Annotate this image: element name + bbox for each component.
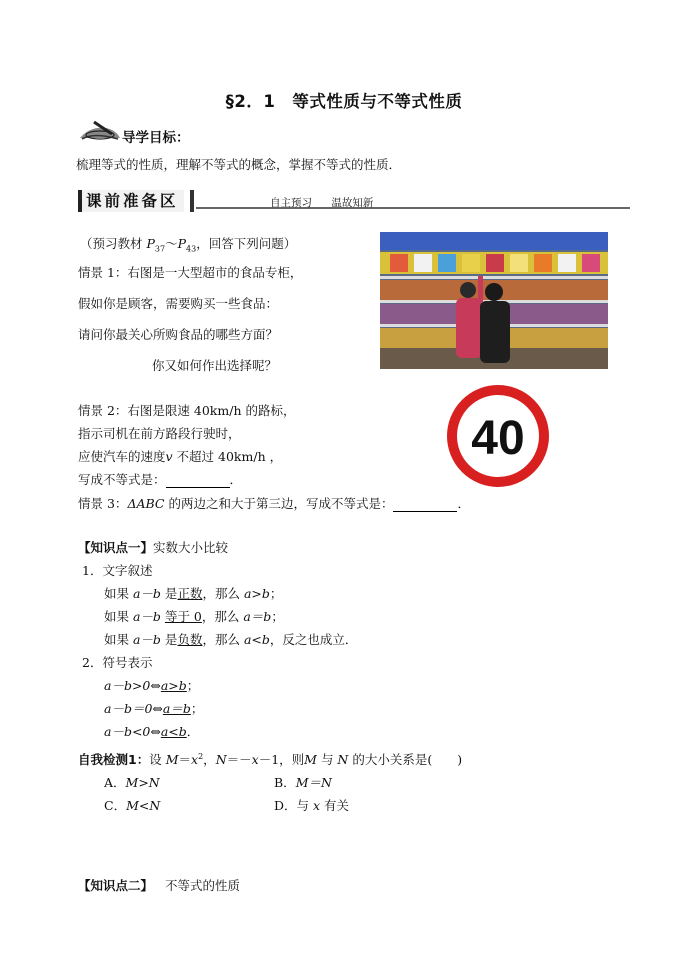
scene1-line1: 情景 1：右图是一大型超市的食品专柜， [78, 265, 303, 280]
banner-subtitle: 自主预习 温故知新 [270, 197, 374, 209]
supermarket-shelf-image [380, 232, 608, 369]
speed-limit-sign-icon [436, 380, 560, 492]
scene3-line: 情景 3：ΔABC 的两边之和大于第三边，写成不等式是： ． [78, 496, 470, 511]
k1-rule-1: 如果 a－b 是正数，那么 a>b； [104, 586, 283, 601]
speed-limit-number: 40 [471, 412, 525, 465]
banner-rule [196, 207, 630, 209]
scene2-line1: 情景 2：右图是限速 40km/h 的路标， [78, 403, 296, 418]
goal-text: 梳理等式的性质，理解不等式的概念，掌握不等式的性质． [76, 157, 402, 172]
option-b[interactable]: B．M＝N [274, 775, 332, 790]
scene1-line2: 假如你是顾客，需要购买一些食品： [78, 296, 279, 311]
k1-expr-2: a－b＝0⇔a＝b； [104, 701, 204, 716]
option-a[interactable]: A．M>N [104, 775, 160, 790]
knowledge-point-2-title: 【知识点二】 不等式的性质 [78, 878, 241, 893]
k1-subtitle-1: 1．文字叙述 [82, 563, 153, 578]
answer-blank-2[interactable] [393, 496, 457, 512]
preview-instruction: （预习教材 $P_{37}\sim P_{43}$，回答下列问题） [80, 236, 297, 254]
k1-rule-3: 如果 a－b 是负数，那么 a<b，反之也成立． [104, 632, 358, 647]
option-d[interactable]: D．与 x 有关 [274, 798, 350, 813]
goal-title: 导学目标： [122, 130, 190, 146]
scene2-line3: 应使汽车的速度v 不超过 40km/h ， [78, 449, 283, 464]
scene1-line4: 你又如何作出选择呢？ [152, 358, 278, 373]
answer-blank-1[interactable] [166, 472, 230, 488]
scene2-line2: 指示司机在前方路段行驶时， [78, 426, 241, 441]
self-check-1-question: 自我检测1：设 $M=x^2$，N＝－x－1，则M 与 N 的大小关系是( ) [78, 751, 463, 767]
pen-book-icon [76, 118, 124, 144]
k1-rule-2: 如果 a－b 等于 0，那么 a＝b； [104, 609, 284, 624]
section-banner-label: 课前准备区 [78, 190, 184, 212]
scene1-line3: 请问你最关心所购食品的哪些方面？ [78, 327, 279, 342]
k1-expr-1: a－b>0⇔a>b； [104, 678, 200, 693]
banner-divider [190, 190, 194, 212]
k1-expr-3: a－b<0⇔a<b． [104, 724, 200, 739]
page-title: §2．1 等式性质与不等式性质 [225, 92, 463, 111]
k1-subtitle-2: 2．符号表示 [82, 655, 153, 670]
scene2-line4: 写成不等式是： ． [78, 472, 243, 487]
knowledge-point-1-title: 【知识点一】实数大小比较 [78, 540, 229, 555]
option-c[interactable]: C．M<N [104, 798, 161, 813]
